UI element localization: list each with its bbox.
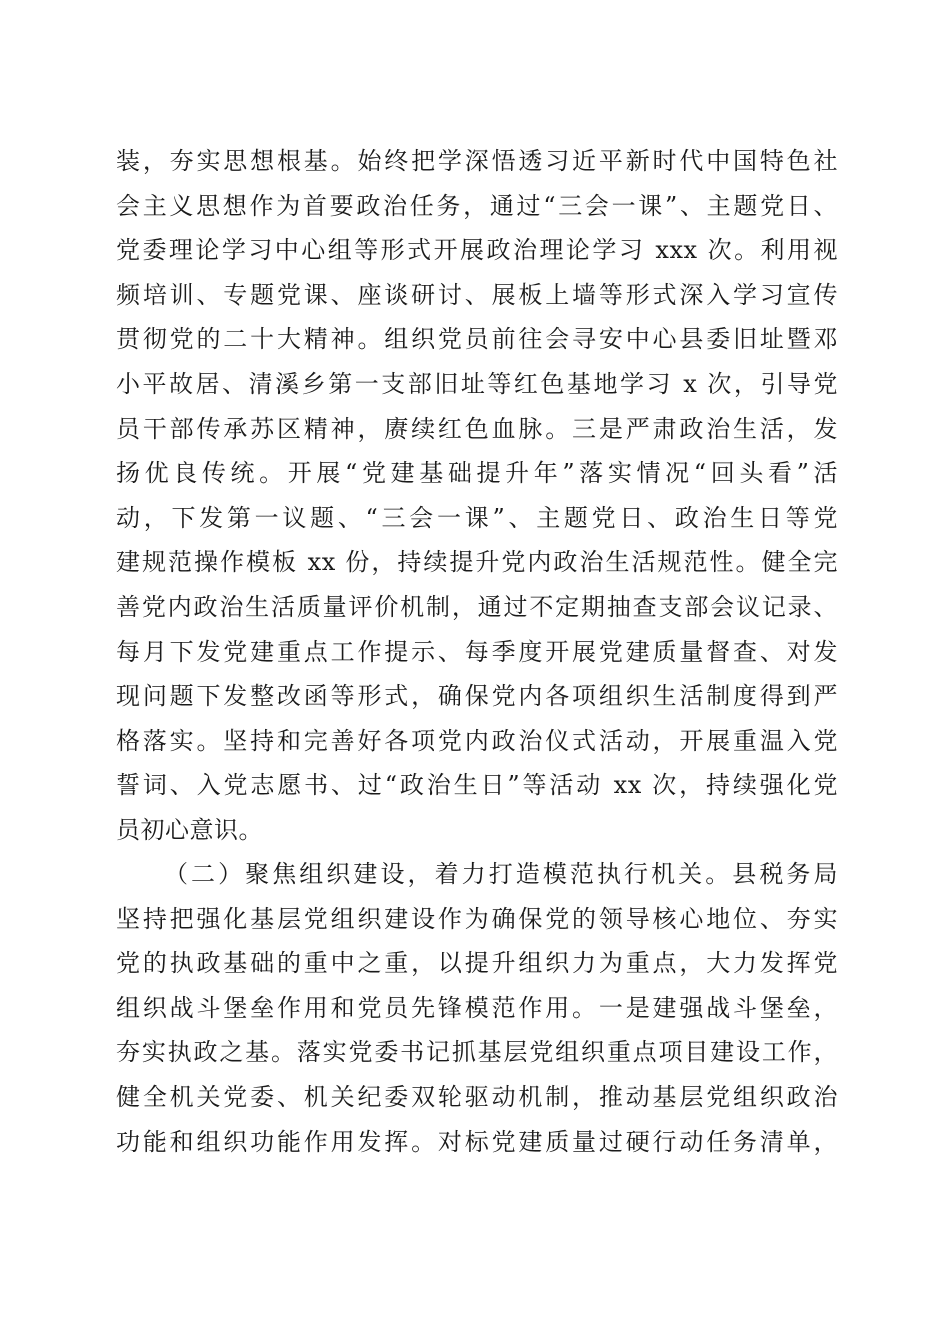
text-line: 组织战斗堡垒作用和党员先锋模范作用。一是建强战斗堡垒， xyxy=(116,993,838,1022)
text-line: 誓词、入党志愿书、过“政治生日”等活动 xx 次，持续强化党 xyxy=(116,771,838,800)
text-line: 建规范操作模板 xx 份，持续提升党内政治生活规范性。健全完 xyxy=(116,548,838,577)
text-line: 功能和组织功能作用发挥。对标党建质量过硬行动任务清单， xyxy=(116,1127,838,1156)
section-heading-line: （二）聚焦组织建设，着力打造模范执行机关。县税务局 xyxy=(164,860,838,888)
paragraph-1 xyxy=(116,139,838,853)
text-line: 扬优良传统。开展“党建基础提升年”落实情况“回头看”活 xyxy=(116,459,838,488)
text-line: 善党内政治生活质量评价机制，通过不定期抽查支部会议记录、 xyxy=(116,592,838,621)
text-line: 装，夯实思想根基。始终把学深悟透习近平新时代中国特色社 xyxy=(116,147,838,175)
text-line: 频培训、专题党课、座谈研讨、展板上墙等形式深入学习宣传 xyxy=(116,280,838,309)
text-line: 夯实执政之基。落实党委书记抓基层党组织重点项目建设工作， xyxy=(116,1038,838,1067)
text-line: 每月下发党建重点工作提示、每季度开展党建质量督查、对发 xyxy=(116,637,838,666)
text-line: 动，下发第一议题、“三会一课”、主题党日、政治生日等党 xyxy=(116,503,838,532)
text-line: 党委理论学习中心组等形式开展政治理论学习 xxx 次。利用视 xyxy=(116,236,838,265)
text-line: 员初心意识。 xyxy=(116,815,263,844)
paragraph-2 xyxy=(116,852,838,1164)
text-line: 党的执政基础的重中之重，以提升组织力为重点，大力发挥党 xyxy=(116,949,838,978)
text-line: 现问题下发整改函等形式，确保党内各项组织生活制度得到严 xyxy=(116,682,838,711)
text-line: 小平故居、清溪乡第一支部旧址等红色基地学习 x 次，引导党 xyxy=(116,369,838,398)
text-line: 格落实。坚持和完善好各项党内政治仪式活动，开展重温入党 xyxy=(116,726,838,755)
text-line: 坚持把强化基层党组织建设作为确保党的领导核心地位、夯实 xyxy=(116,904,838,933)
text-line: 贯彻党的二十大精神。组织党员前往会寻安中心县委旧址暨邓 xyxy=(116,325,838,354)
text-line: 员干部传承苏区精神，赓续红色血脉。三是严肃政治生活，发 xyxy=(116,414,838,443)
text-line: 健全机关党委、机关纪委双轮驱动机制，推动基层党组织政治 xyxy=(116,1082,838,1111)
text-line: 会主义思想作为首要政治任务，通过“三会一课”、主题党日、 xyxy=(116,191,838,220)
